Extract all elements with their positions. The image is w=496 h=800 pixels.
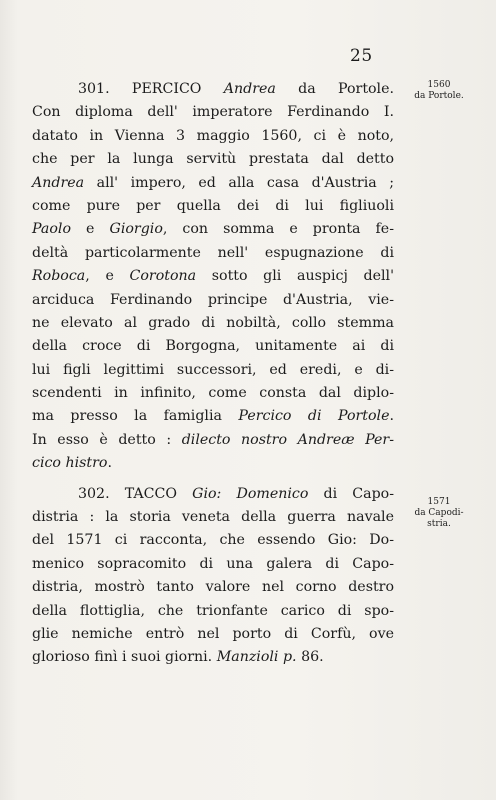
text-line	[32, 452, 394, 475]
text-segment: del 1571 ci racconta, che essendo Gio: Do-	[32, 532, 394, 549]
italic-text: Giorgio	[109, 221, 163, 238]
text-segment: della croce di Borgogna, unitamente ai di	[32, 338, 394, 355]
italic-text: Percico di Portole	[238, 408, 390, 425]
italic-text: Roboca	[32, 268, 86, 285]
text-line	[32, 172, 394, 195]
text-segment: distria : la storia veneta della guerra navale	[32, 509, 394, 526]
text-segment: Con diploma dell' imperatore Ferdinando I.	[32, 104, 394, 121]
entry-gap	[32, 476, 394, 483]
text-segment: 301. PERCICO	[78, 81, 224, 97]
text-segment: menico sopracomito di una galera di Capo-	[32, 555, 394, 572]
text-segment: ne elevato al grado di nobiltà, collo stemma	[32, 314, 394, 331]
text-line	[32, 553, 394, 576]
text-line	[32, 506, 394, 529]
margin-note-place: da Capodi-	[414, 508, 464, 518]
text-line	[32, 646, 394, 669]
text-line	[32, 125, 394, 148]
text-line	[32, 218, 394, 241]
text-segment: glie nemiche entrò nel porto di Corfù, ove	[32, 625, 394, 642]
italic-text: cico histro	[32, 455, 108, 472]
italic-text: Manzioli p.	[216, 649, 297, 666]
text-line	[32, 265, 394, 288]
text-segment: come pure per quella dei di lui figliuoli	[32, 197, 394, 214]
text-segment: , con somma e pronta fe-	[162, 221, 394, 238]
margin-note-place-cont: stria.	[427, 519, 451, 529]
entry-heading-line	[32, 78, 394, 101]
text-line	[32, 529, 394, 552]
text-line	[32, 359, 394, 382]
text-line	[32, 289, 394, 312]
body-text	[32, 78, 394, 670]
text-line	[32, 576, 394, 599]
margin-note-1560	[404, 80, 474, 102]
text-line	[32, 429, 394, 452]
margin-note-place: da Portole.	[414, 91, 464, 101]
text-segment: e	[71, 221, 110, 238]
text-segment: ma presso la famiglia	[32, 408, 239, 425]
text-line	[32, 623, 394, 646]
text-segment: In esso è detto :	[32, 431, 182, 448]
text-segment: deltà particolarmente nell' espugnazione di	[32, 244, 394, 261]
text-segment: glorioso finì i suoi giorni.	[32, 649, 217, 666]
italic-text: Paolo	[32, 221, 71, 238]
text-segment: da Portole.	[275, 81, 395, 97]
text-line	[32, 312, 394, 335]
text-segment: distria, mostrò tanto valore nel corno destro	[32, 579, 394, 596]
text-line	[32, 101, 394, 124]
text-segment: scendenti in infinito, come consta dal diplo-	[32, 385, 394, 402]
page-number: 25	[350, 46, 373, 66]
text-segment: 86.	[296, 649, 324, 666]
italic-text: Andrea	[223, 81, 276, 97]
text-segment: arciduca Ferdinando principe d'Austria, vie-	[32, 291, 394, 308]
margin-note-1571	[404, 497, 474, 530]
text-line	[32, 600, 394, 623]
text-line	[32, 382, 394, 405]
entry-heading-line	[32, 483, 394, 506]
text-line	[32, 405, 394, 428]
text-segment: della flottiglia, che trionfante carico di spo-	[32, 602, 394, 619]
italic-text: Gio: Domenico	[192, 485, 309, 502]
text-segment: che per la lunga servitù prestata dal detto	[32, 151, 394, 168]
italic-text: Corotona	[129, 268, 197, 285]
text-segment: sotto gli auspicj dell'	[196, 268, 394, 285]
italic-text: Andrea	[32, 174, 85, 191]
text-line	[32, 148, 394, 171]
text-segment: datato in Vienna 3 maggio 1560, ci è noto,	[32, 127, 394, 144]
text-line	[32, 335, 394, 358]
margin-note-year: 1560	[427, 80, 451, 90]
italic-text: dilecto nostro Andreæ Per-	[181, 431, 394, 448]
text-line	[32, 195, 394, 218]
text-segment: lui figli legittimi successori, ed eredi, e di-	[32, 361, 394, 378]
text-segment: all' impero, ed alla casa d'Austria ;	[84, 174, 394, 191]
text-segment: .	[389, 408, 394, 425]
text-segment: .	[107, 455, 112, 472]
margin-note-year: 1571	[427, 497, 451, 507]
text-line	[32, 242, 394, 265]
text-segment: di Capo-	[308, 485, 394, 502]
text-segment: , e	[85, 268, 130, 285]
text-segment: 302. TACCO	[78, 485, 193, 502]
